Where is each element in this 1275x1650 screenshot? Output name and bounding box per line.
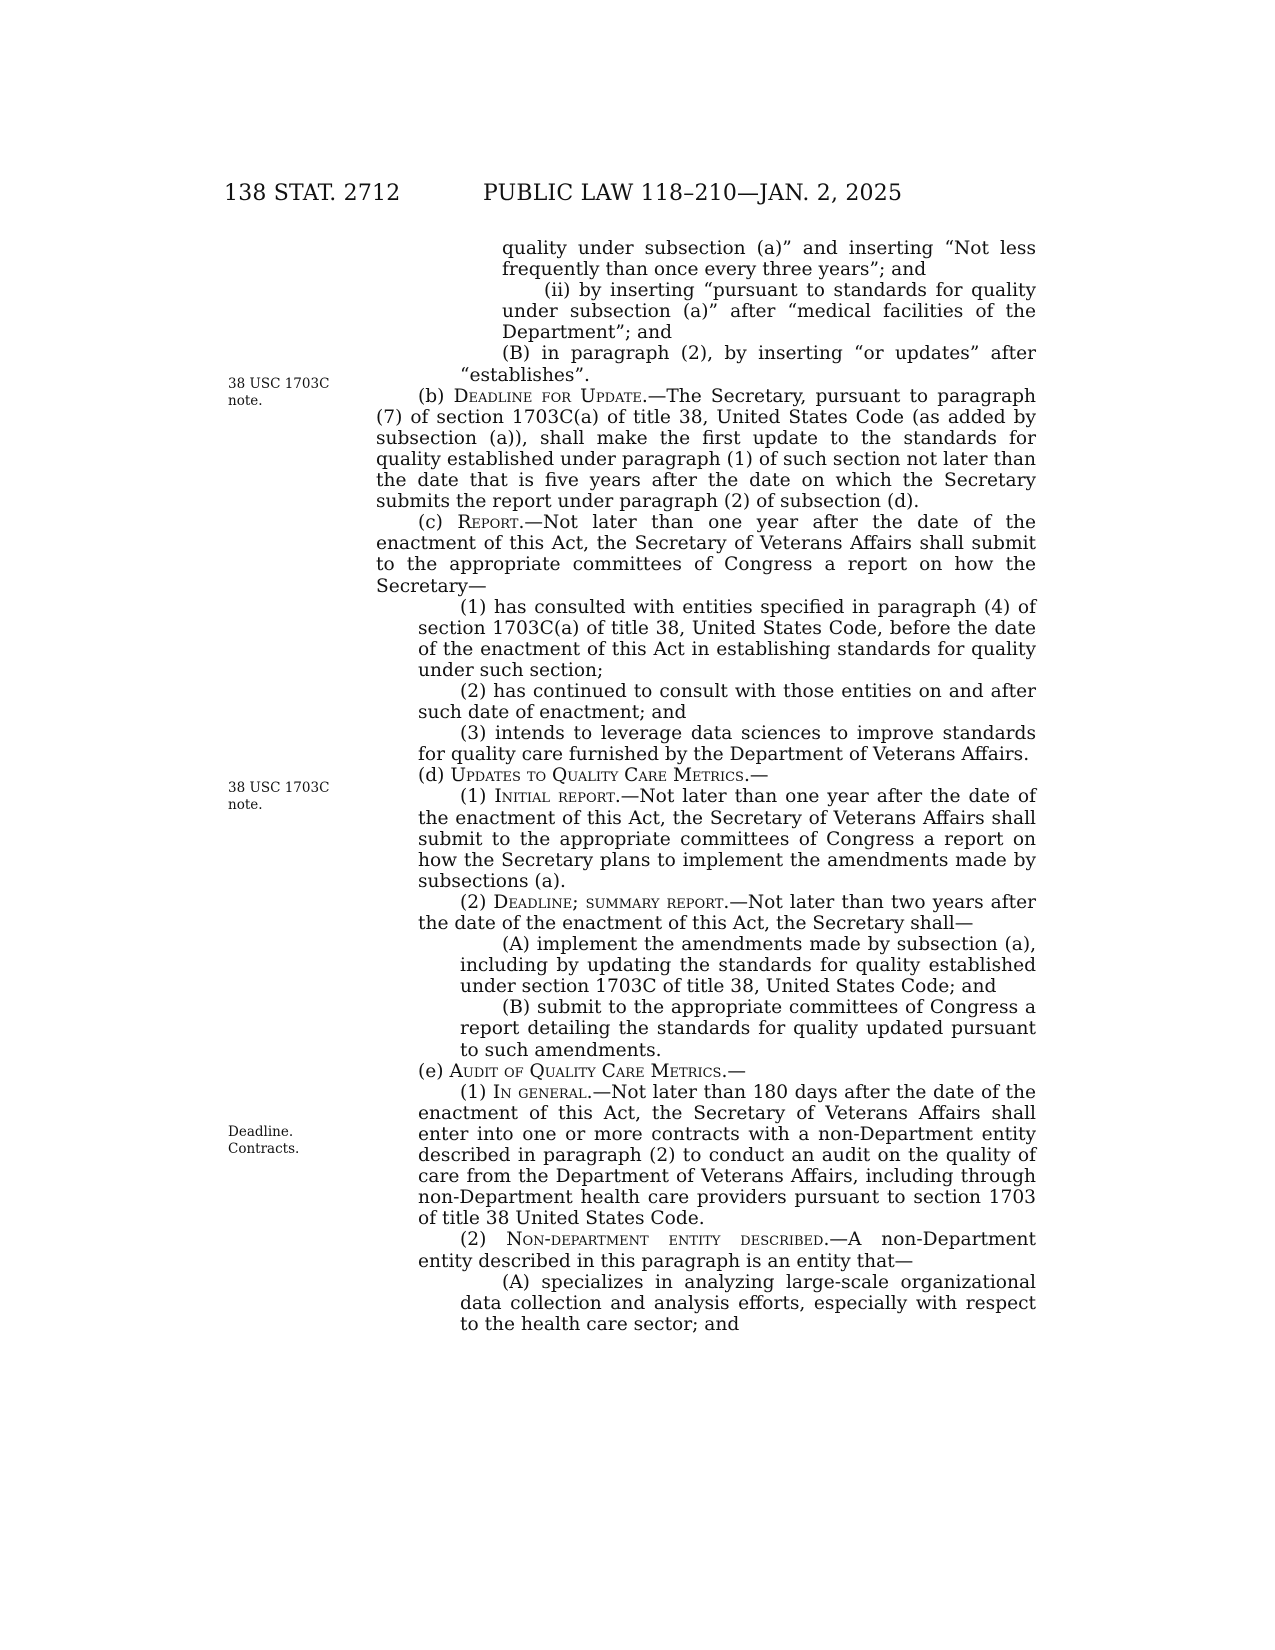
margin-note-line: Contracts. bbox=[228, 1141, 300, 1157]
paragraph-i-continued: quality under subsection (a)” and inserting “Not less frequently than once every three years”; and bbox=[502, 238, 1036, 281]
subparagraph-e2a: (A) specializes in analyzing large-scale organizational data collection and analysis efforts, especially with respect to the health care sector; and bbox=[460, 1271, 1036, 1335]
paragraph-heading: Non-department entity described bbox=[506, 1229, 824, 1251]
subsection-text: .—The Secretary, pursuant to paragraph (7) of section 1703C(a) of title 38, United States Code (as added by subsection (a)), shall make the first update to the standards for quality established under paragraph (1) of such section not later than the date that is five years after the date on which the Secretary submits the report under paragraph (2) of subsection (d). bbox=[376, 385, 1036, 513]
running-head bbox=[224, 181, 1034, 217]
margin-note-line: 38 USC 1703C bbox=[228, 780, 330, 796]
subsection-label: (d) bbox=[418, 765, 451, 787]
subsection-e bbox=[376, 1061, 1036, 1082]
subsection-heading: Updates to Quality Care Metrics bbox=[450, 765, 744, 787]
subsection-dash: .— bbox=[743, 765, 769, 787]
paragraph-text: .—Not later than one year after the date of the enactment of this Act, the Secretary of Veterans Affairs shall submit to the appropriate committees of Congress a report on how the Secretary plans to implement the amendments made by subsections (a). bbox=[418, 786, 1036, 892]
paragraph-label: (1) bbox=[460, 786, 495, 808]
subparagraph-d2a: (A) implement the amendments made by subsection (a), including by updating the standards for quality established under section 1703C of title 38, United States Code; and bbox=[460, 934, 1036, 998]
paragraph-c3: (3) intends to leverage data sciences to improve standards for quality care furnished by the Department of Veterans Affairs. bbox=[418, 723, 1036, 766]
paragraph-text: .—Not later than 180 days after the date of the enactment of this Act, the Secretary of Veterans Affairs shall enter into one or more contracts with a non-Department entity described in paragraph (2) to conduct an audit on the quality of care from the Department of Veterans Affairs, including through non-Department health care providers pursuant to section 1703 of title 38 United States Code. bbox=[418, 1081, 1036, 1230]
margin-note-line: note. bbox=[228, 797, 263, 813]
paragraph-e1 bbox=[418, 1082, 1036, 1230]
subsection-label: (c) bbox=[418, 512, 458, 534]
paragraph-heading: Initial report bbox=[494, 786, 615, 808]
subsection-b bbox=[376, 386, 1036, 513]
clause-ii: (ii) by inserting “pursuant to standards for quality under subsection (a)” after “medical facilities of the Department”; and bbox=[502, 280, 1036, 344]
subparagraph-b: (B) in paragraph (2), by inserting “or updates” after “establishes”. bbox=[460, 343, 1036, 386]
margin-note-line: Deadline. bbox=[228, 1124, 294, 1140]
paragraph-label: (1) bbox=[460, 1081, 493, 1103]
subsection-label: (b) bbox=[418, 385, 454, 407]
margin-note-line: 38 USC 1703C bbox=[228, 376, 330, 392]
paragraph-heading: In general bbox=[492, 1081, 587, 1103]
statute-reference: 138 STAT. 2712 bbox=[224, 181, 401, 206]
margin-note-usc-2 bbox=[228, 780, 358, 814]
paragraph-label: (2) bbox=[460, 891, 494, 913]
paragraph-text: .—A non-Department entity described in this paragraph is an entity that— bbox=[418, 1229, 1037, 1272]
paragraph-d2 bbox=[418, 892, 1036, 934]
paragraph-c1: (1) has consulted with entities specified in paragraph (4) of section 1703C(a) of title 38, United States Code, before the date of the enactment of this Act in establishing standards for quality under such section; bbox=[418, 596, 1036, 681]
margin-note-deadline-contracts bbox=[228, 1124, 358, 1158]
paragraph-text: .—Not later than two years after the date of the enactment of this Act, the Secretary shall— bbox=[418, 891, 1037, 934]
subsection-label: (e) bbox=[418, 1060, 450, 1082]
subsection-c bbox=[376, 512, 1036, 596]
paragraph-label: (2) bbox=[460, 1229, 507, 1251]
margin-note-line: note. bbox=[228, 393, 263, 409]
paragraph-heading: Deadline; summary report bbox=[493, 891, 724, 913]
margin-note-usc-1 bbox=[228, 376, 358, 410]
subsection-heading: Deadline for Update bbox=[453, 385, 642, 407]
subsection-heading: Audit of Quality Care Metrics bbox=[449, 1060, 722, 1082]
subsection-dash: .— bbox=[721, 1060, 746, 1082]
subsection-d bbox=[376, 765, 1036, 786]
paragraph-e2 bbox=[418, 1229, 1036, 1271]
public-law-title: PUBLIC LAW 118–210—JAN. 2, 2025 bbox=[483, 181, 903, 206]
paragraph-d1 bbox=[418, 786, 1036, 891]
subparagraph-d2b: (B) submit to the appropriate committees of Congress a report detailing the standards for quality updated pursuant to such amendments. bbox=[460, 997, 1036, 1061]
subsection-text: .—Not later than one year after the date of the enactment of this Act, the Secretary of Veterans Affairs shall submit to the appropriate committees of Congress a report on how the Secretary— bbox=[376, 512, 1036, 597]
paragraph-c2: (2) has continued to consult with those entities on and after such date of enactment; and bbox=[418, 680, 1036, 724]
subsection-heading: Report bbox=[457, 512, 519, 534]
statute-body bbox=[376, 238, 1036, 1335]
